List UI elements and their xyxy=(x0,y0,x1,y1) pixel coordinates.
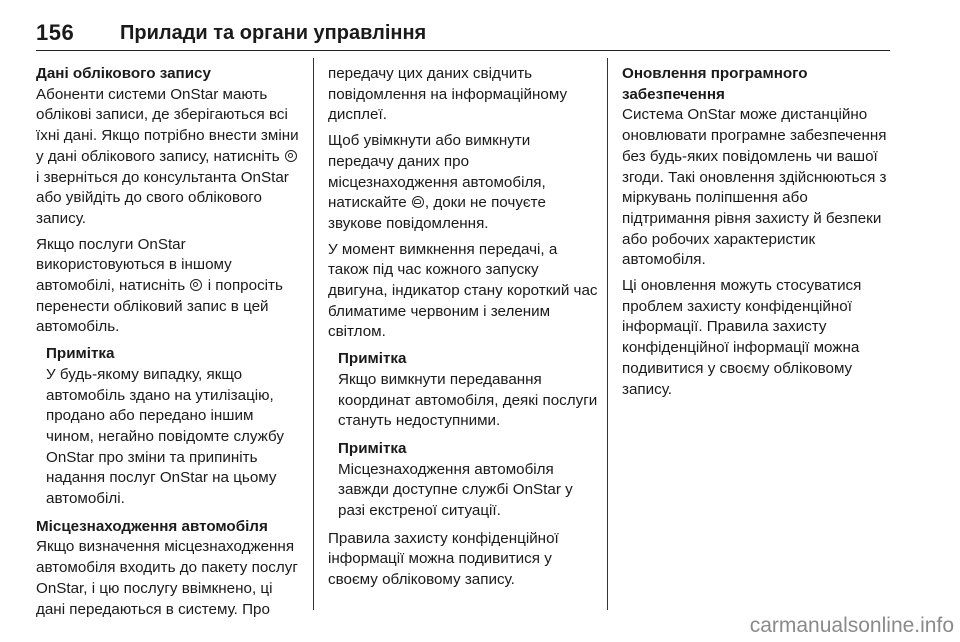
onstar-button-icon xyxy=(190,279,202,291)
paragraph: Щоб увімкнути або вимкнути передачу даних про місцезнаходження автомобіля, натискайте , доки не почуєте звукове повідомлення. xyxy=(328,132,546,232)
note-box xyxy=(338,349,598,432)
paragraph: передачу цих даних свідчить повідомлення на інформаційному дисплеї. xyxy=(328,65,568,124)
page-title: Прилади та органи управління xyxy=(120,22,427,44)
section-heading: Оновлення програмного забезпечення xyxy=(622,65,808,103)
column-divider xyxy=(607,58,608,610)
onstar-button-icon xyxy=(285,150,297,162)
paragraph: У момент вимкнення передачі, а також під час кожного запуску двигуна, індикатор стану короткий час блиматиме червоним і зеленим світлом. xyxy=(328,240,598,341)
section-heading: Дані облікового запису xyxy=(36,65,211,82)
paragraph: Абоненти системи OnStar мають облікові записи, де зберігаються всі їхні дані. Якщо потрібно внести зміни у дані облікового запису, натисніть і зверніться до консультанта OnStar або увійдіть до свого облікового запису. xyxy=(36,85,299,227)
paragraph: Система OnStar може дистанційно оновлювати програмне забезпечення без будь-яких повідомлень чи вашої згоди. Такі оновлення здійснюються з міркувань поліпшення або підтримання рівня захисту й безпеки або робочих характеристик автомобіля. xyxy=(622,106,887,269)
column-3 xyxy=(622,64,892,612)
privacy-button-icon xyxy=(412,196,424,208)
paragraph: Якщо послуги OnStar використовуються в іншому автомобілі, натисніть і попросіть перенести обліковий запис в цей автомобіль. xyxy=(36,235,283,336)
note-text: У будь-якому випадку, якщо автомобіль здано на утилізацію, продано або передано іншим чином, негайно повідомте службу OnStar про зміни та припиніть надання послуг OnStar на цьому автомобілі. xyxy=(46,365,284,508)
note-heading: Примітка xyxy=(338,350,407,368)
note-heading: Примітка xyxy=(338,439,407,457)
column-1 xyxy=(36,64,302,618)
paragraph: Правила захисту конфіденційної інформації можна подивитися у своєму обліковому запису. xyxy=(328,529,559,589)
note-heading: Примітка xyxy=(46,345,115,363)
paragraph: Ці оновлення можуть стосуватися проблем захисту конфіденційної інформації. Правила захисту конфіденційної інформації можна подивитися у своєму обліковому запису. xyxy=(622,277,862,398)
note-box xyxy=(46,344,302,510)
note-box xyxy=(338,439,598,522)
paragraph: Якщо визначення місцезнаходження автомобіля входить до пакету послуг OnStar, і цю послугу ввімкнено, ці дані передаються в систему. Про xyxy=(36,538,298,618)
page-header xyxy=(36,20,890,51)
note-text: Місцезнаходження автомобіля завжди доступне службі OnStar у разі екстреної ситуації. xyxy=(338,460,573,520)
column-divider xyxy=(313,58,314,610)
note-text: Якщо вимкнути передавання координат автомобіля, деякі послуги стануть недоступними. xyxy=(338,370,598,430)
page-number: 156 xyxy=(36,20,75,45)
column-2 xyxy=(328,64,598,612)
section-heading: Місцезнаходження автомобіля xyxy=(36,517,268,535)
watermark-link[interactable]: carmanualsonline.info xyxy=(749,614,954,637)
